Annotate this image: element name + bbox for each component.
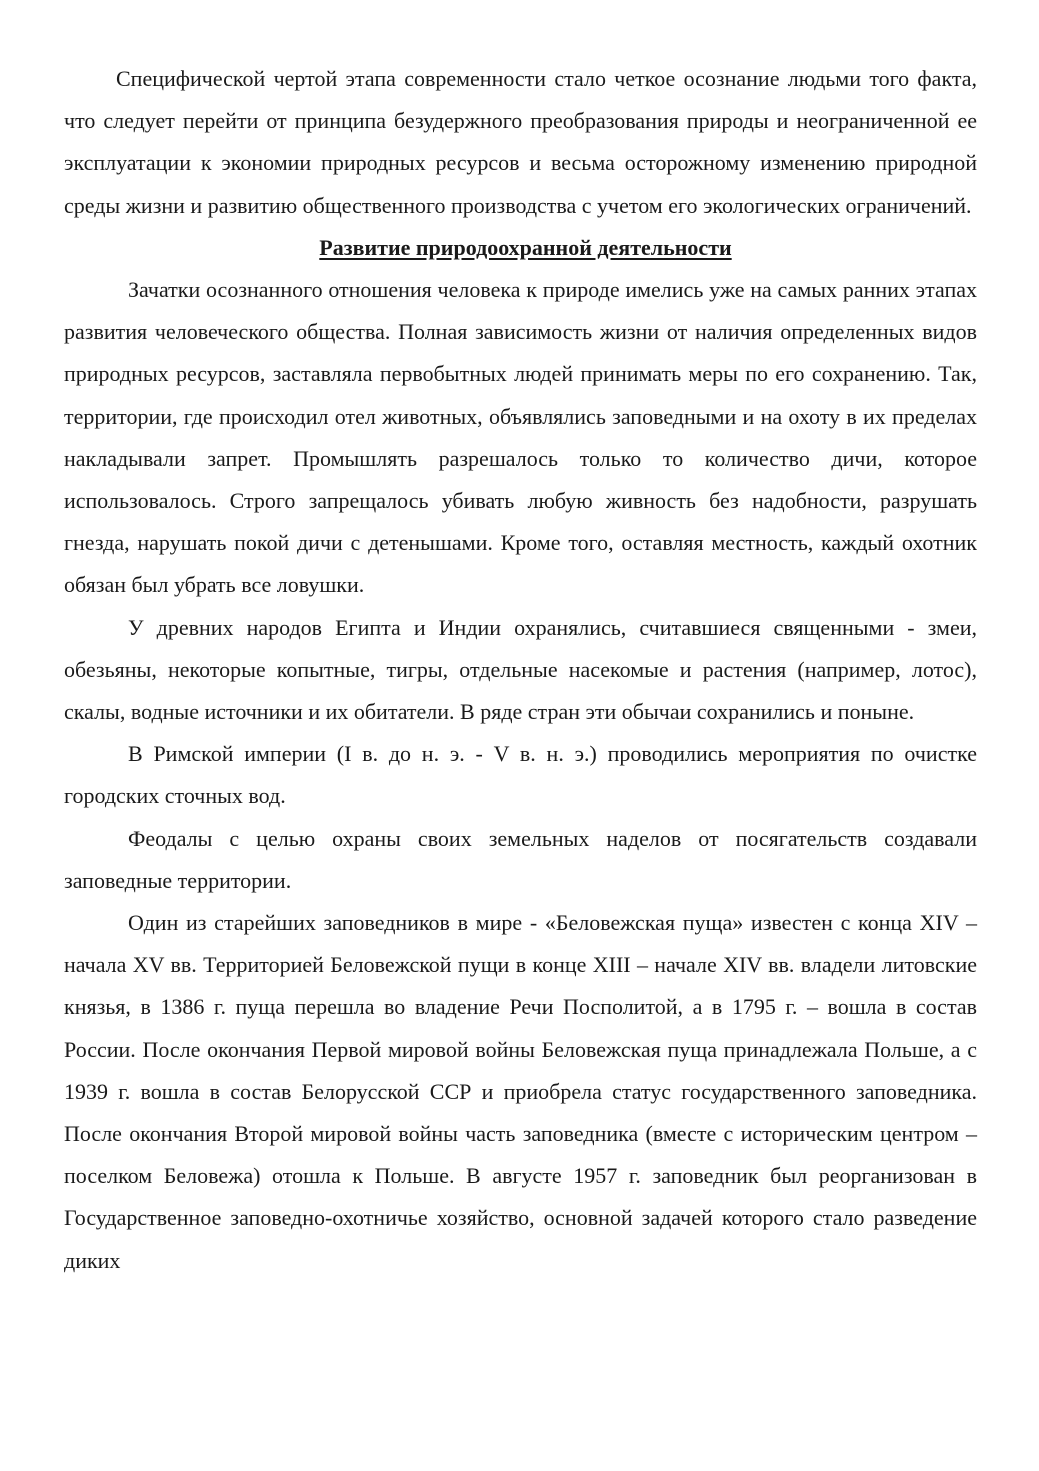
- section-heading: Развитие природоохранной деятельности: [319, 234, 732, 260]
- document-page: [64, 58, 977, 1282]
- paragraph-primitive-conservation: Зачатки осознанного отношения человека к природе имелись уже на самых ранних этапах развития человеческого общества. Полная зависимость жизни от наличия определенных видов природных ресурсов, заставляла первобытных людей принимать меры по его сохранению. Так, территории, где происходил отел животных, объявлялись заповедными и на охоту в их пределах накладывали запрет. Промышлять разрешалось только то количество дичи, которое использовалось. Строго запрещалось убивать любую живность без надобности, разрушать гнезда, нарушать покой дичи с детенышами. Кроме того, оставляя местность, каждый охотник обязан был убрать все ловушки.: [64, 277, 977, 598]
- intro-paragraph: Специфической чертой этапа современности стало четкое осознание людьми того факта, что следует перейти от принципа безудержного преобразования природы и неограниченной ее эксплуатации к экономии природных ресурсов и весьма осторожному изменению природной среды жизни и развитию общественного производства с учетом его экологических ограничений.: [64, 66, 977, 218]
- paragraph-roman-empire: В Римской империи (I в. до н. э. - V в. н. э.) проводились мероприятия по очистке городских сточных вод.: [64, 741, 977, 809]
- paragraph-egypt-india: У древних народов Египта и Индии охранялись, считавшиеся священными - змеи, обезьяны, некоторые копытные, тигры, отдельные насекомые и растения (например, лотос), скалы, водные источники и их обитатели. В ряде стран эти обычаи сохранились и поныне.: [64, 614, 977, 725]
- paragraph-feudal-lords: Феодалы с целью охраны своих земельных наделов от посягательств создавали заповедные территории.: [64, 825, 977, 893]
- paragraph-belovezhskaya-pushcha: Один из старейших заповедников в мире - «Беловежская пуща» известен с конца XIV – начала XV вв. Территорией Беловежской пущи в конце XIII – начале XIV вв. владели литовские князья, в 1386 г. пуща перешла во владение Речи Посполитой, а в 1795 г. – вошла в состав России. После окончания Первой мировой войны Беловежская пуща принадлежала Польше, а с 1939 г. вошла в состав Белорусской ССР и приобрела статус государственного заповедника. После окончания Второй мировой войны часть заповедника (вместе с историческим центром – поселком Беловежа) отошла к Польше. В августе 1957 г. заповедник был реорганизован в Государственное заповедно-охотничье хозяйство, основной задачей которого стало разведение диких: [64, 910, 977, 1273]
